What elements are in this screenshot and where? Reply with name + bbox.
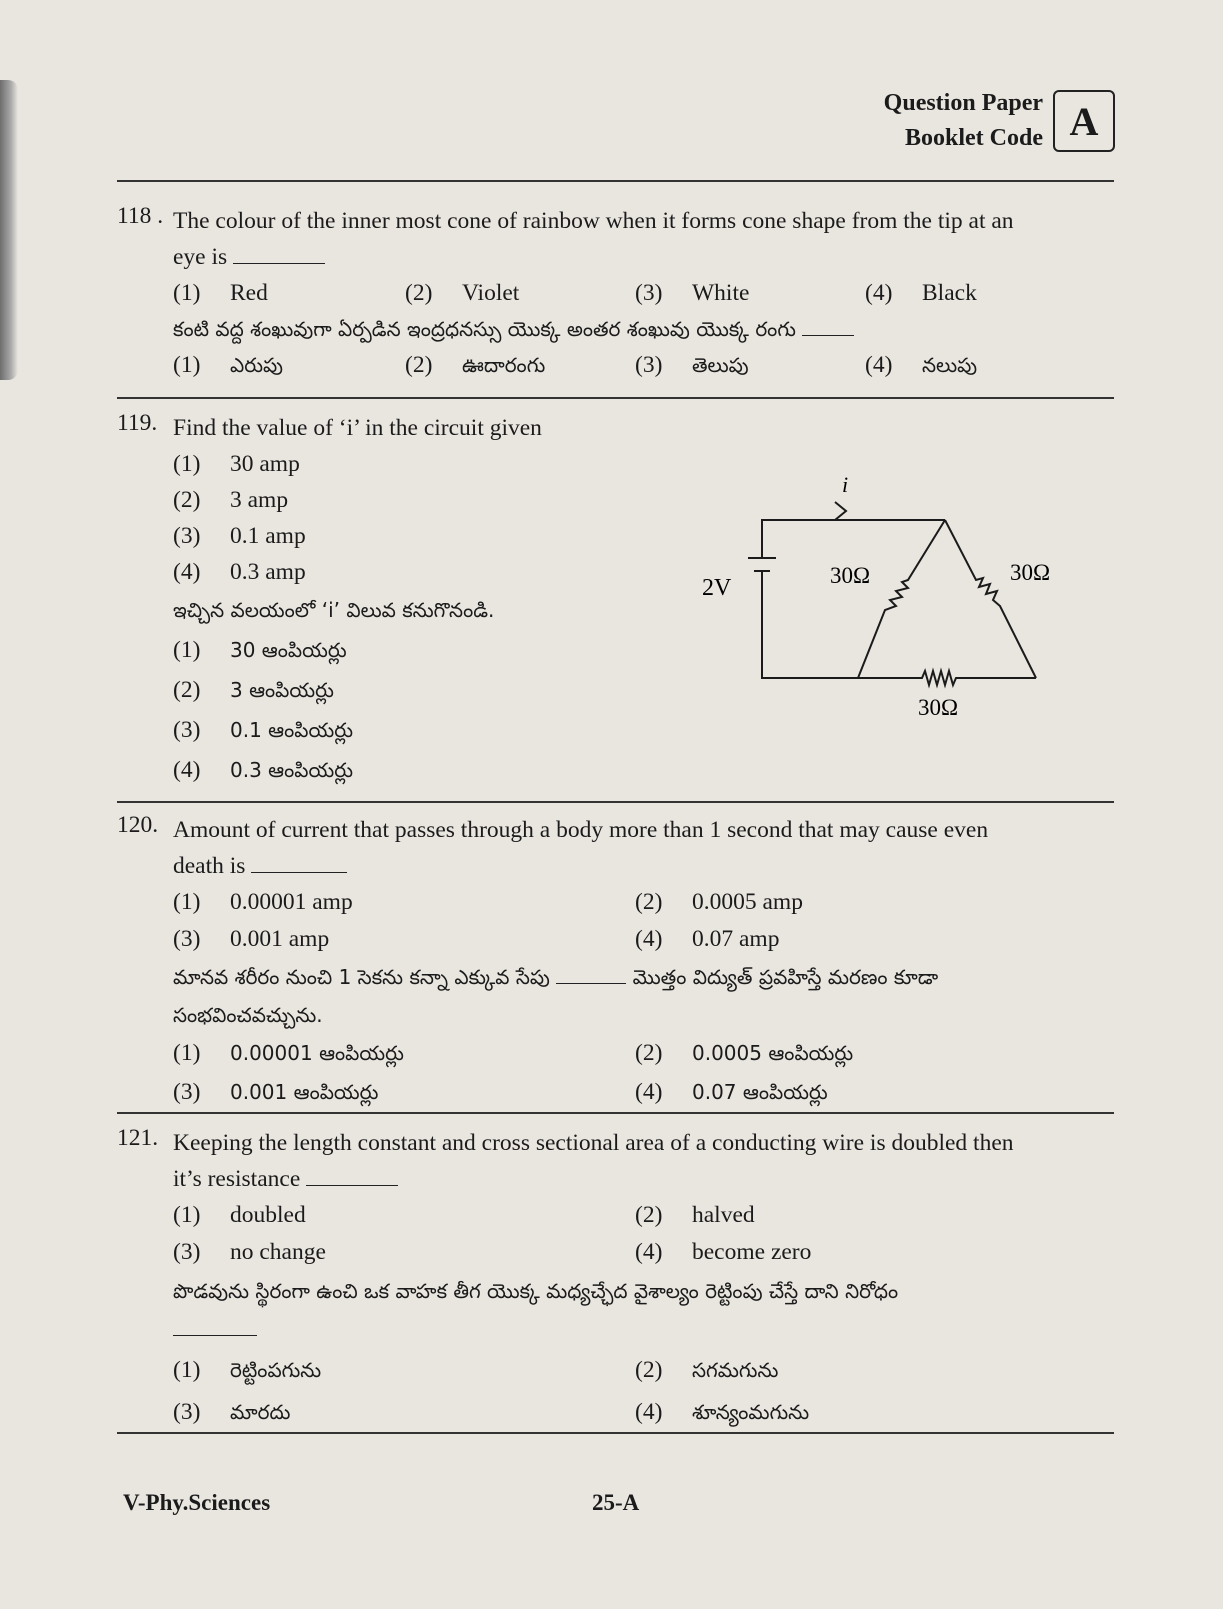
option-1[interactable]: (1) Red (173, 280, 268, 306)
telugu-option-4[interactable]: (4) నలుపు (865, 352, 978, 378)
question-text-telugu: పొడవును స్థిరంగా ఉంచి ఒక వాహక తీగ యొక్క మధ్యచ్ఛేద వైశాల్యం రెట్టింపు చేస్తే దాని నిరోధం (173, 1279, 899, 1303)
telugu-option-2[interactable]: (2) 0.0005 ఆంపియర్లు (635, 1040, 854, 1066)
option-2[interactable]: (2) Violet (405, 280, 520, 306)
circuit-wire-top (762, 520, 945, 558)
question-text-cont: death is (173, 848, 1114, 884)
options-english (173, 275, 1114, 311)
question-text: Keeping the length constant and cross sectional area of a conducting wire is doubled then (173, 1130, 1014, 1156)
torn-page-edge (0, 80, 18, 380)
divider (117, 180, 1114, 182)
options-telugu-row1 (173, 1034, 1114, 1073)
options-english-row1 (173, 1197, 1114, 1234)
telugu-option-3[interactable]: (3) మారదు (173, 1399, 291, 1425)
option-2[interactable]: (2) 0.0005 amp (635, 889, 803, 915)
option-4[interactable]: (4) 0.3 amp (173, 559, 306, 585)
divider (117, 801, 1114, 803)
question-118 (117, 203, 1114, 383)
option-4[interactable]: (4) become zero (635, 1239, 812, 1265)
options-telugu (173, 347, 1114, 383)
option-4[interactable]: (4) 0.07 amp (635, 926, 780, 952)
answer-blank (173, 1311, 1114, 1349)
circuit-wire-left-bottom (762, 585, 858, 678)
telugu-option-1[interactable]: (1) 0.00001 ఆంపియర్లు (173, 1040, 404, 1066)
options-telugu-row2 (173, 1391, 1114, 1433)
question-text-cont: eye is (173, 239, 1114, 275)
divider (117, 1112, 1114, 1114)
resistor-bottom-label: 30Ω (918, 695, 959, 720)
question-text-telugu-cont: సంభవించవచ్చును. (173, 1003, 323, 1027)
telugu-option-2[interactable]: (2) 3 ఆంపియర్లు (173, 677, 334, 703)
question-121 (117, 1125, 1114, 1433)
resistor-left-label: 30Ω (830, 563, 871, 588)
option-1[interactable]: (1) doubled (173, 1202, 306, 1228)
question-text-telugu: మానవ శరీరం నుంచి 1 సెకను కన్నా ఎక్కువ సేపు మొత్తం విద్యుత్ ప్రవహిస్తే మరణం కూడా (173, 958, 1114, 996)
question-number: 119. (117, 410, 158, 436)
question-number: 120. (117, 812, 159, 838)
telugu-option-4[interactable]: (4) 0.07 ఆంపియర్లు (635, 1079, 828, 1105)
header-line-2: Booklet Code (905, 125, 1043, 151)
question-text: The colour of the inner most cone of rainbow when it forms cone shape from the tip at an (173, 208, 1014, 234)
divider (117, 397, 1114, 399)
options-telugu-row1 (173, 1349, 1114, 1391)
booklet-code-header (884, 86, 1115, 156)
telugu-option-4[interactable]: (4) శూన్యంమగును (635, 1399, 810, 1425)
telugu-option-1[interactable]: (1) రెట్టింపగును (173, 1357, 322, 1383)
question-number: 121. (117, 1125, 159, 1151)
booklet-code-label (884, 86, 1043, 156)
footer-subject: V-Phy.Sciences (123, 1490, 271, 1515)
question-text-telugu: ఇచ్చిన వలయంలో ‘i’ విలువ కనుగొనండి. (173, 598, 495, 622)
resistor-right (945, 520, 1036, 678)
resistor-bottom (858, 671, 1036, 685)
telugu-option-2[interactable]: (2) సగమగును (635, 1357, 779, 1383)
option-1[interactable]: (1) 30 amp (173, 451, 300, 477)
question-text: Find the value of ‘i’ in the circuit given (173, 415, 542, 441)
divider (117, 1432, 1114, 1434)
question-text: Amount of current that passes through a body more than 1 second that may cause even (173, 817, 989, 843)
option-1[interactable]: (1) 0.00001 amp (173, 889, 353, 915)
options-english-row2 (173, 1234, 1114, 1271)
telugu-option-3[interactable]: (3) 0.001 ఆంపియర్లు (173, 1079, 379, 1105)
question-120 (117, 812, 1114, 1112)
option-4[interactable]: (4) Black (865, 280, 977, 306)
option-3[interactable]: (3) White (635, 280, 750, 306)
telugu-option-4[interactable]: (4) 0.3 ఆంపియర్లు (173, 757, 353, 783)
question-number: 118 . (117, 203, 164, 229)
telugu-option-1[interactable]: (1) ఎరుపు (173, 352, 283, 378)
telugu-option-3[interactable]: (3) 0.1 ఆంపియర్లు (173, 717, 353, 743)
circuit-diagram (680, 470, 1080, 740)
battery-label: 2V (702, 575, 732, 601)
options-english-row2 (173, 921, 1114, 958)
current-arrow-icon (835, 502, 846, 520)
option-2[interactable]: (2) 3 amp (173, 487, 289, 513)
question-text-cont: it’s resistance (173, 1161, 1114, 1197)
telugu-option-2[interactable]: (2) ఊదారంగు (405, 352, 546, 378)
booklet-code-box: A (1053, 90, 1115, 152)
options-english-row1 (173, 884, 1114, 921)
telugu-option-3[interactable]: (3) తెలుపు (635, 352, 749, 378)
options-telugu-row2 (173, 1073, 1114, 1112)
option-3[interactable]: (3) 0.001 amp (173, 926, 330, 952)
current-label: i (842, 472, 849, 497)
resistor-left (858, 520, 945, 678)
header-line-1: Question Paper (883, 90, 1043, 116)
question-text-telugu: కంటి వద్ద శంఖువుగా ఏర్పడిన ఇంద్రధనస్సు యొక్క అంతర శంఖువు యొక్క రంగు (173, 311, 1114, 347)
footer-page-number: 25-A (592, 1490, 640, 1515)
telugu-option-1[interactable]: (1) 30 ఆంపియర్లు (173, 637, 347, 663)
option-3[interactable]: (3) 0.1 amp (173, 523, 306, 549)
option-3[interactable]: (3) no change (173, 1239, 326, 1265)
resistor-right-label: 30Ω (1010, 560, 1051, 585)
option-2[interactable]: (2) halved (635, 1202, 755, 1228)
